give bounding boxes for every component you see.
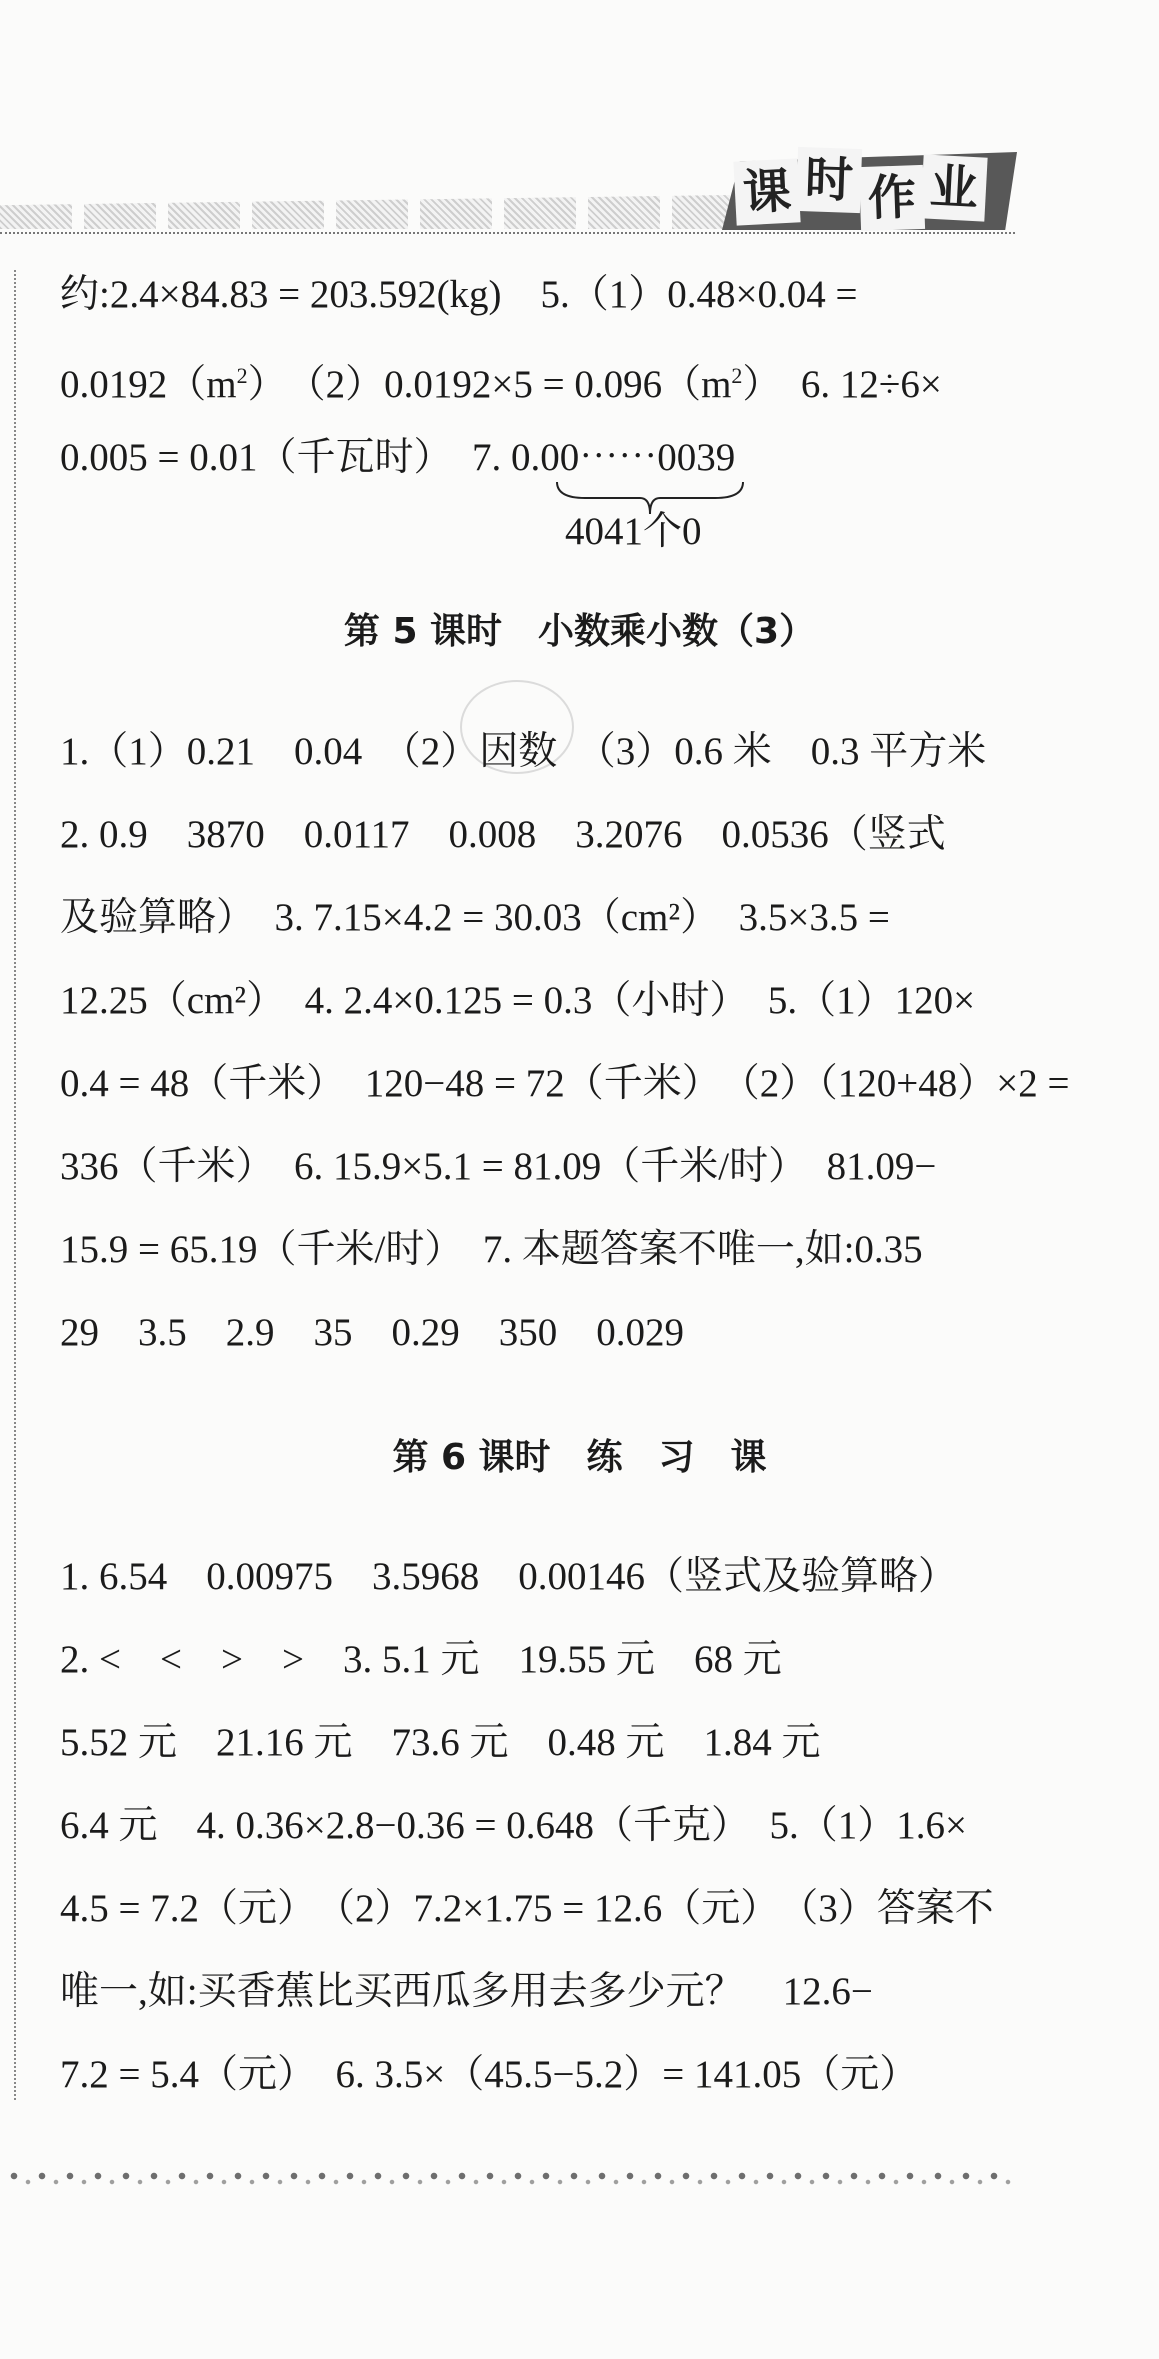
brace-label: 4041个0 (565, 510, 702, 553)
answer-line: 336（千米） 6. 15.9×5.1 = 81.09（千米/时） 81.09− (60, 1145, 937, 1188)
header-hatch-gaps (0, 195, 730, 229)
section-5-title: 第 5 课时 小数乘小数（3） (343, 611, 816, 652)
answer-line: 0.4 = 48（千米） 120−48 = 72（千米） （2）（120+48）×2 = (60, 1062, 1070, 1105)
answer-line: 及验算略） 3. 7.15×4.2 = 30.03（cm²） 3.5×3.5 = (60, 896, 890, 939)
answer-line: 5.52 元 21.16 元 73.6 元 0.48 元 1.84 元 (60, 1721, 821, 1764)
answer-line: 29 3.5 2.9 35 0.29 350 0.029 (60, 1311, 685, 1354)
answer-line: 1.（1）0.21 0.04 （2）因数 （3）0.6 米 0.3 平方米 (60, 730, 987, 773)
header-char-2: 时 (796, 147, 862, 213)
footer-dot-border-secondary (14, 2176, 1014, 2188)
section-6-title: 第 6 课时 练 习 课 (392, 1437, 767, 1478)
answer-line: 0.005 = 0.01（千瓦时） 7. 0.00⋯⋯0039 (60, 436, 736, 479)
header-char-4: 业 (920, 154, 987, 221)
left-margin-rule (14, 270, 16, 2100)
answer-line: $0.0192(m^2)$ $(2)0.0192\times 5 = 0.096(m^2)$ 6. 12÷6× (60, 363, 942, 406)
answer-line: 唯一,如:买香蕉比买西瓜多用去多少元？ 12.6− (60, 1970, 873, 2013)
answer-line: 2. 0.9 3870 0.0117 0.008 3.2076 0.0536（竖式 (60, 813, 946, 856)
answer-line: 2. < < > > 3. 5.1 元 19.55 元 68 元 (60, 1638, 782, 1681)
answer-line: 4.5 = 7.2（元） （2）7.2×1.75 = 12.6（元） （3）答案不 (60, 1887, 994, 1930)
header-rule (0, 232, 1015, 234)
answer-line: 12.25（cm²） 4. 2.4×0.125 = 0.3（小时） 5.（1）120× (60, 979, 976, 1022)
header-char-3: 作 (859, 165, 925, 231)
answer-line: 7.2 = 5.4（元） 6. 3.5×（45.5−5.2）= 141.05（元） (60, 2053, 919, 2096)
answer-line: 约:2.4×84.83 = 203.592(kg) 5.（1）0.48×0.04 = (60, 273, 858, 316)
header-char-1: 课 (733, 158, 800, 225)
answer-line: 15.9 = 65.19（千米/时） 7. 本题答案不唯一,如:0.35 (60, 1228, 923, 1271)
answer-line: 1. 6.54 0.00975 3.5968 0.00146（竖式及验算略） (60, 1555, 958, 1598)
answer-line: 6.4 元 4. 0.36×2.8−0.36 = 0.648（千克） 5.（1）1.6× (60, 1804, 967, 1847)
